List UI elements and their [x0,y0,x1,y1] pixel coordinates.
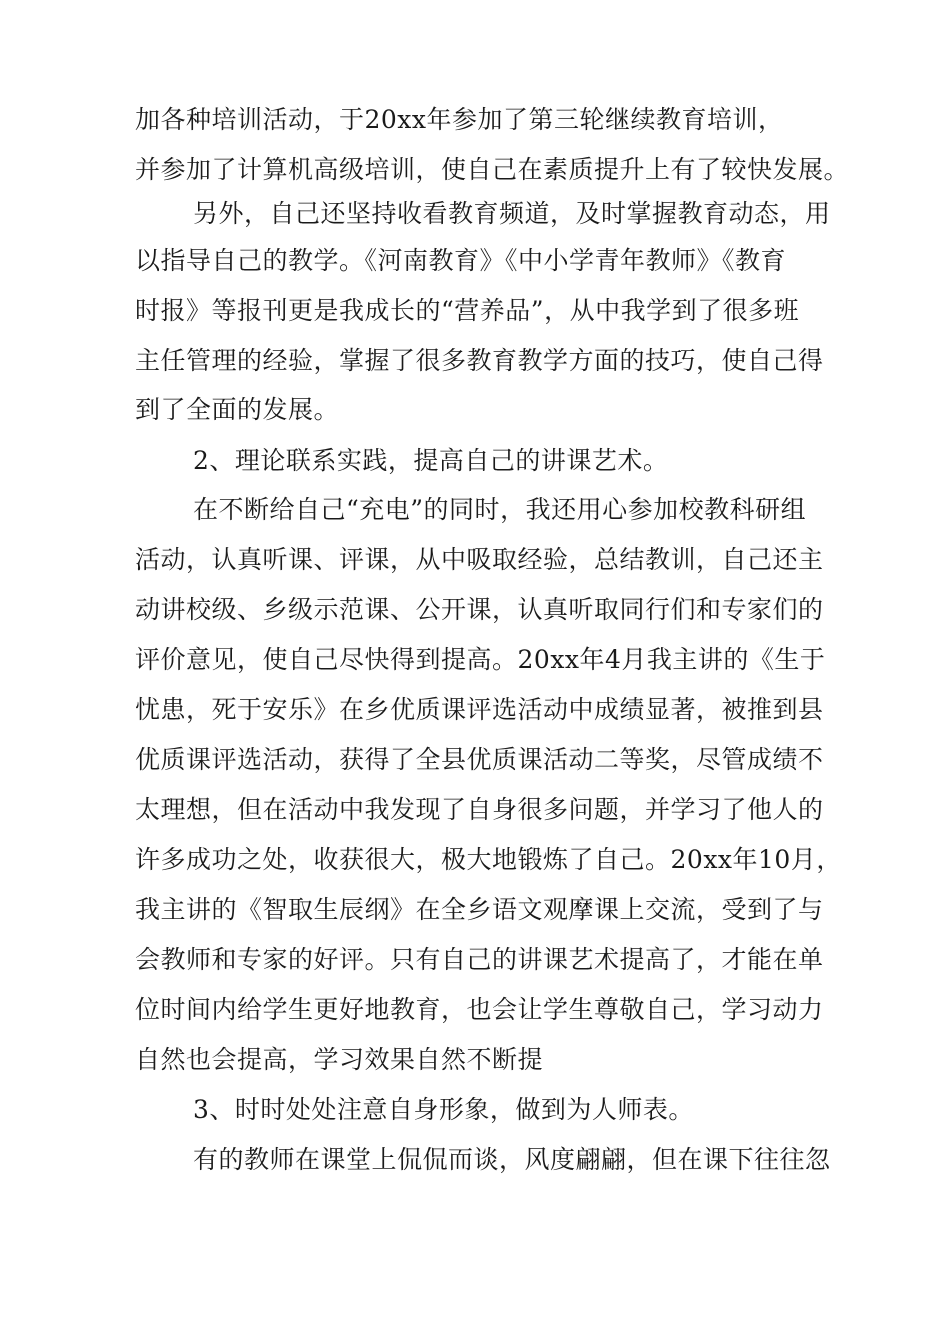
section-heading: 2、理论联系实践，提高自己的讲课艺术。 [193,446,669,475]
text-line: 在不断给自己“充电”的同时，我还用心参加校教科研组 [193,495,807,524]
text-line: 太理想，但在活动中我发现了自身很多问题，并学习了他人的 [135,795,824,824]
text-line: 评价意见，使自己尽快得到提高。20xx年4月我主讲的《生于 [135,645,826,674]
text-line: 优质课评选活动，获得了全县优质课活动二等奖，尽管成绩不 [135,745,824,774]
text-line: 另外，自己还坚持收看教育频道，及时掌握教育动态，用 [193,199,831,228]
text-line: 到了全面的发展。 [135,395,340,424]
text-line: 位时间内给学生更好地教育，也会让学生尊敬自己，学习动力 [135,995,824,1024]
text-line: 时报》等报刊更是我成长的“营养品”，从中我学到了很多班 [135,296,800,325]
section-heading: 3、时时处处注意自身形象，做到为人师表。 [193,1095,694,1124]
text-line: 我主讲的《智取生辰纲》在全乡语文观摩课上交流，受到了与 [135,895,824,924]
text-line: 主任管理的经验，掌握了很多教育教学方面的技巧，使自己得 [135,346,824,375]
text-line: 以指导自己的教学。《河南教育》《中小学青年教师》《教育 [135,246,787,275]
text-line: 会教师和专家的好评。只有自己的讲课艺术提高了，才能在单 [135,945,824,974]
text-line: 加各种培训活动，于20xx年参加了第三轮继续教育培训， [135,105,784,134]
text-line: 许多成功之处，收获很大，极大地锻炼了自己。20xx年10月， [135,845,842,874]
text-line: 动讲校级、乡级示范课、公开课，认真听取同行们和专家们的 [135,595,824,624]
text-line: 有的教师在课堂上侃侃而谈，风度翩翩，但在课下往往忽 [193,1145,831,1174]
text-line: 自然也会提高，学习效果自然不断提 [135,1045,544,1074]
text-line: 并参加了计算机高级培训，使自己在素质提升上有了较快发展。 [135,155,850,184]
text-line: 忧患，死于安乐》在乡优质课评选活动中成绩显著，被推到县 [135,695,824,724]
text-line: 活动，认真听课、评课，从中吸取经验，总结教训，自己还主 [135,545,824,574]
